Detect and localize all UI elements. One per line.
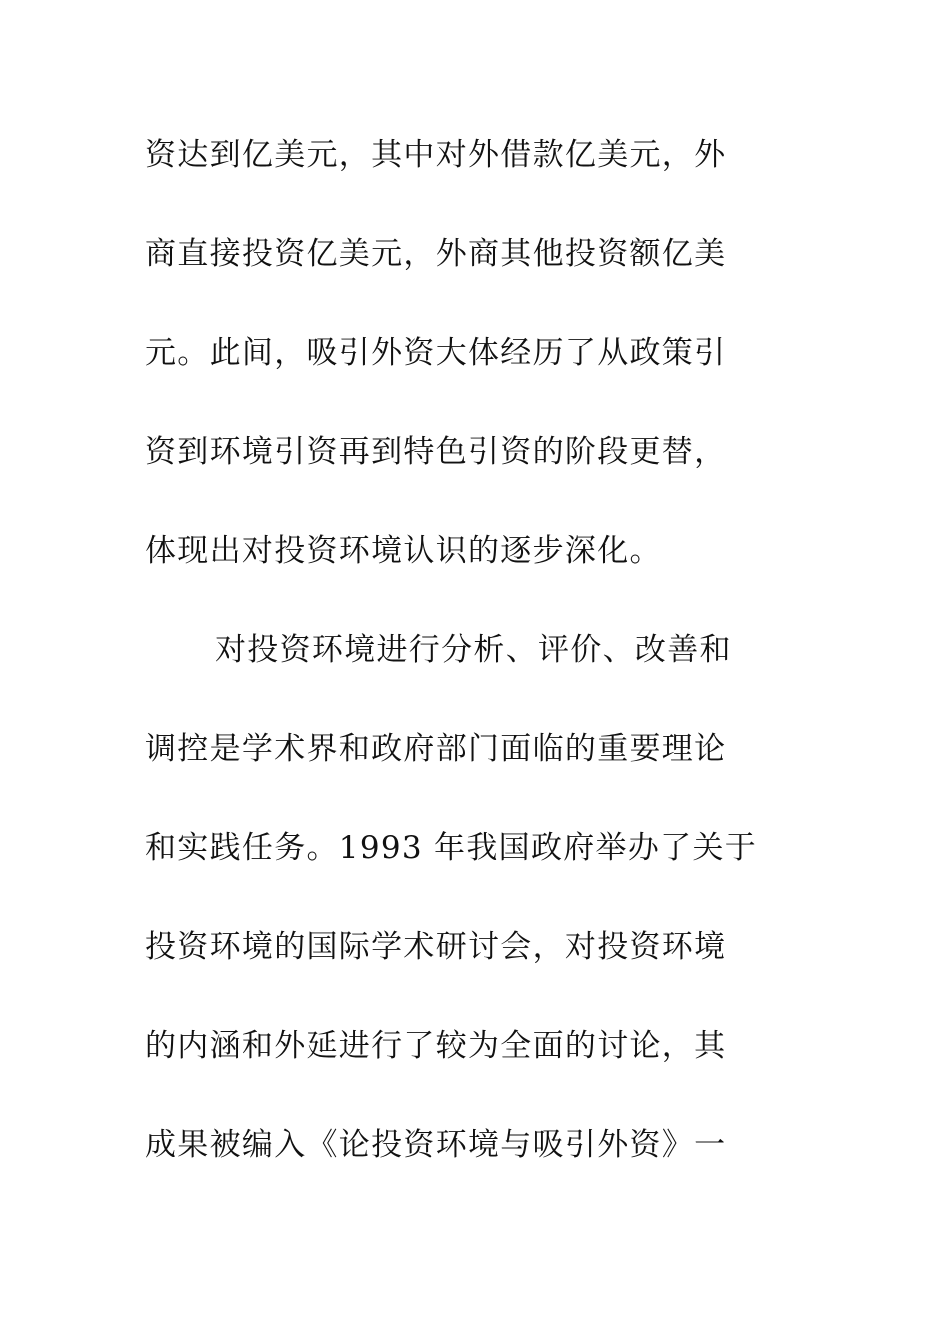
paragraph-line: 和实践任务。1993 年我国政府举办了关于 [145,830,758,866]
paragraph-line: 资到环境引资再到特色引资的阶段更替， [145,434,727,470]
paragraph-line: 商直接投资亿美元，外商其他投资额亿美 [145,236,727,272]
paragraph-line: 调控是学术界和政府部门面临的重要理论 [145,731,727,767]
paragraph-line: 的内涵和外延进行了较为全面的讨论，其 [145,1028,727,1064]
paragraph-line-indented: 对投资环境进行分析、评价、改善和 [215,632,732,668]
paragraph-line: 元。此间，吸引外资大体经历了从政策引 [145,335,727,371]
paragraph-line: 体现出对投资环境认识的逐步深化。 [145,533,662,569]
paragraph-line: 投资环境的国际学术研讨会，对投资环境 [145,929,727,965]
paragraph-line: 资达到亿美元，其中对外借款亿美元，外 [145,137,727,173]
paragraph-line: 成果被编入《论投资环境与吸引外资》一 [145,1127,727,1163]
